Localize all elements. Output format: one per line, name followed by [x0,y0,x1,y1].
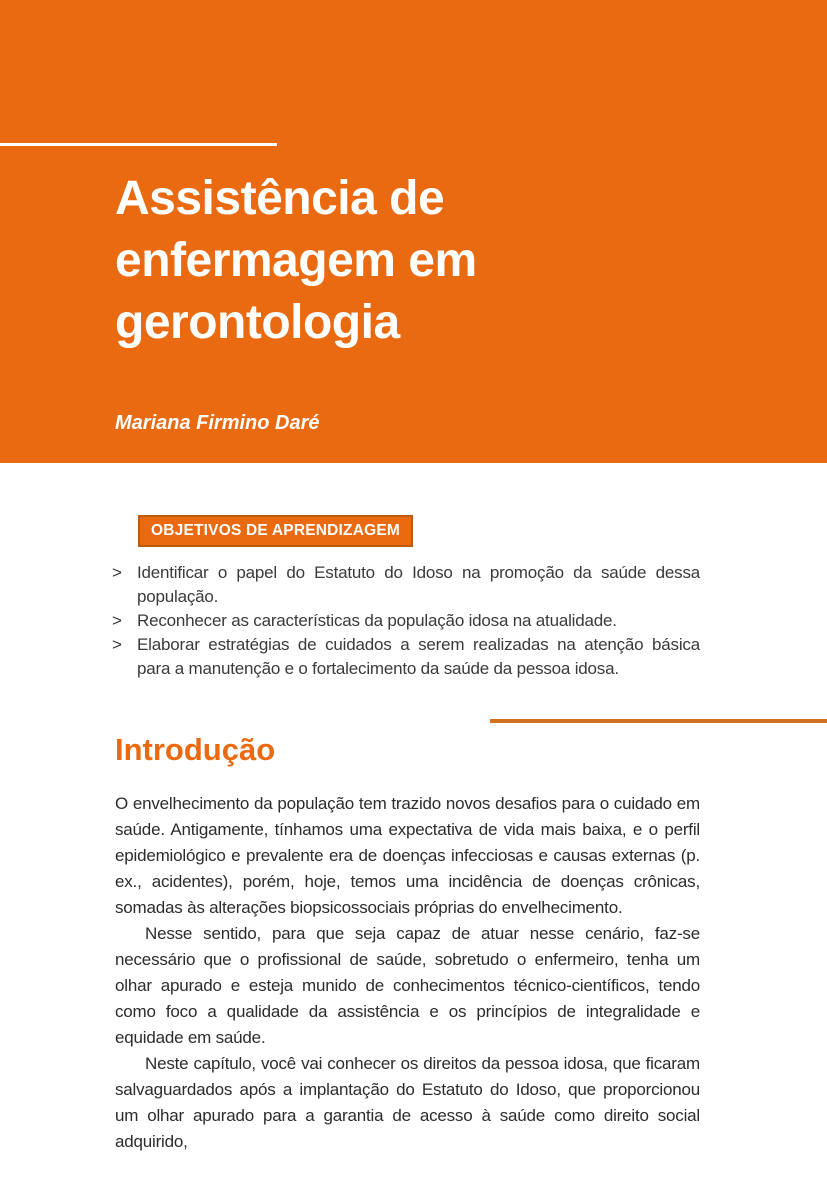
objective-item [112,609,700,633]
objective-text: Reconhecer as características da população idosa na atualidade. [137,611,617,630]
chapter-title-line-1: Assistência de [115,172,445,225]
paragraph: O envelhecimento da população tem trazido novos desafios para o cuidado em saúde. Antigamente, tínhamos uma expectativa de vida mais baixa, e o perfil epidemiológico e prevalente era de doenças infecciosas e causas externas (p. ex., acidentes), porém, hoje, temos uma incidência de doenças crônicas, somadas às alterações biopsicossociais próprias do envelhecimento. [115,794,700,917]
chapter-header [0,0,827,463]
section-divider-rule [490,719,827,723]
chapter-title-line-3: gerontologia [115,296,400,349]
bullet-marker: > [112,563,122,582]
chapter-title [115,168,477,354]
chapter-title-line-2: enfermagem em [115,234,477,287]
objective-item [112,633,700,681]
learning-objectives-badge: OBJETIVOS DE APRENDIZAGEM [138,515,413,547]
objectives-list [112,561,700,681]
chapter-author: Mariana Firmino Daré [115,412,320,434]
introduction-body [115,791,700,1155]
objective-item [112,561,700,609]
paragraph: Nesse sentido, para que seja capaz de atuar nesse cenário, faz-se necessário que o profissional de saúde, sobretudo o enfermeiro, tenha um olhar apurado e esteja munido de conhecimentos técnico-científicos, tendo como foco a qualidade da assistência e os princípios de integralidade e equidade em saúde. [115,924,700,1047]
introduction-heading: Introdução [115,732,276,767]
bullet-marker: > [112,611,122,630]
bullet-marker: > [112,635,122,654]
paragraph: Neste capítulo, você vai conhecer os direitos da pessoa idosa, que ficaram salvaguardados após a implantação do Estatuto do Idoso, que proporcionou um olhar apurado para a garantia de acesso à saúde como direito social adquirido, [115,1054,700,1151]
objective-text: Identificar o papel do Estatuto do Idoso na promoção da saúde dessa população. [137,563,700,606]
objective-text: Elaborar estratégias de cuidados a serem realizadas na atenção básica para a manutenção e o fortalecimento da saúde da pessoa idosa. [137,635,700,678]
header-accent-rule [0,143,277,146]
